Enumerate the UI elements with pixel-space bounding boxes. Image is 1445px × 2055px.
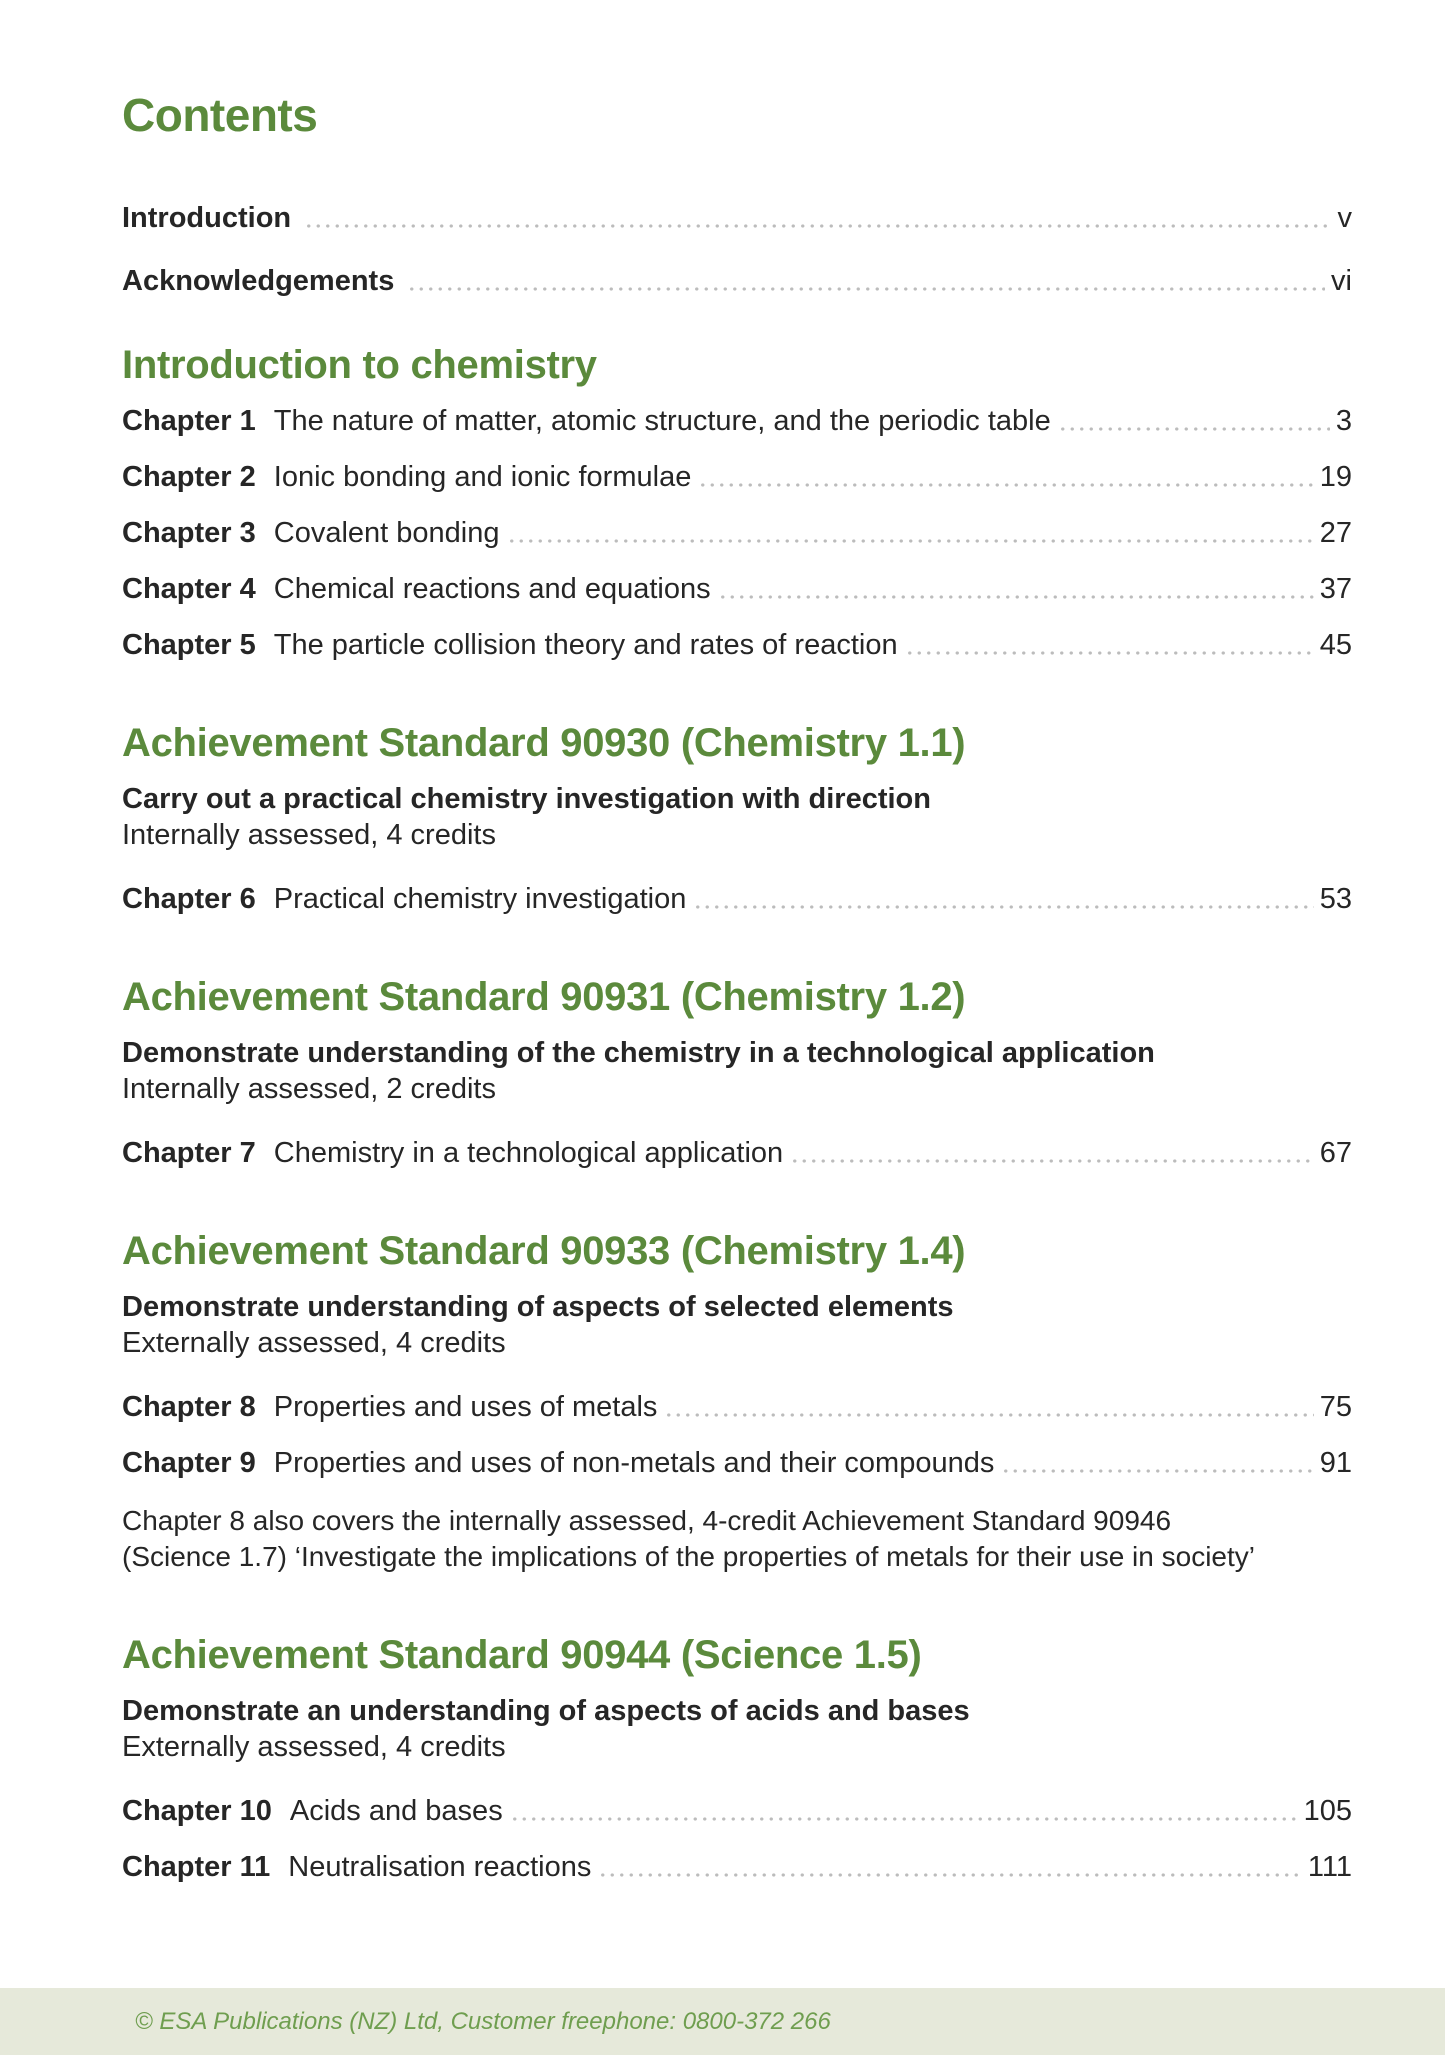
chapter-label: Chapter 7 xyxy=(122,1137,256,1169)
section-subtitle: Demonstrate understanding of aspects of selected elements xyxy=(122,1291,954,1323)
page-number: 19 xyxy=(1319,461,1352,493)
dotted-leader xyxy=(693,905,1313,909)
chapter-row xyxy=(122,459,1352,495)
dotted-leader xyxy=(598,1873,1302,1877)
chapter-title: The particle collision theory and rates of reaction xyxy=(273,629,898,661)
chapter-label: Chapter 1 xyxy=(122,405,256,437)
chapter-label: Chapter 6 xyxy=(122,883,256,915)
page-number: 91 xyxy=(1319,1447,1352,1479)
section-subtitle: Demonstrate understanding of the chemistry in a technological application xyxy=(122,1037,1155,1069)
section-list xyxy=(122,343,1352,1885)
chapter-row xyxy=(122,1849,1352,1885)
note-line: (Science 1.7) ‘Investigate the implications of the properties of metals for their use in society’ xyxy=(122,1541,1255,1572)
dotted-leader xyxy=(304,224,1331,228)
page-number: 111 xyxy=(1307,1851,1352,1883)
page-number: 45 xyxy=(1319,629,1352,661)
dotted-leader xyxy=(407,287,1325,291)
chapter-list xyxy=(122,881,1352,917)
page-number: 3 xyxy=(1335,405,1352,437)
chapter-title: The nature of matter, atomic structure, and the periodic table xyxy=(273,405,1051,437)
chapter-title: Acids and bases xyxy=(289,1795,503,1827)
page-footer xyxy=(0,1988,1445,2055)
toc-section xyxy=(122,343,1352,663)
chapter-title: Chemistry in a technological application xyxy=(273,1137,784,1169)
chapter-label: Chapter 4 xyxy=(122,573,256,605)
section-heading: Achievement Standard 90930 (Chemistry 1.1) xyxy=(122,721,966,765)
chapter-row xyxy=(122,1135,1352,1171)
chapter-row xyxy=(122,571,1352,607)
chapter-row xyxy=(122,403,1352,439)
chapter-label: Chapter 3 xyxy=(122,517,256,549)
chapter-title: Properties and uses of non-metals and their compounds xyxy=(273,1447,995,1479)
chapter-title: Chemical reactions and equations xyxy=(273,573,711,605)
front-matter-list xyxy=(122,200,1352,299)
chapter-label: Chapter 11 xyxy=(122,1851,271,1883)
toc-section xyxy=(122,1229,1352,1575)
section-subtitle: Demonstrate an understanding of aspects of acids and bases xyxy=(122,1695,970,1727)
section-subtitle: Carry out a practical chemistry investigation with direction xyxy=(122,783,931,815)
dotted-leader xyxy=(698,483,1313,487)
dotted-leader xyxy=(905,651,1314,655)
dotted-leader xyxy=(510,1817,1298,1821)
page-number: v xyxy=(1337,202,1352,234)
chapter-list xyxy=(122,1389,1352,1481)
chapter-title: Neutralisation reactions xyxy=(288,1851,592,1883)
chapter-label: Chapter 8 xyxy=(122,1391,256,1423)
section-heading: Achievement Standard 90931 (Chemistry 1.2) xyxy=(122,975,966,1019)
page-title: Contents xyxy=(122,89,318,141)
dotted-leader xyxy=(1001,1469,1313,1473)
note-line: Chapter 8 also covers the internally assessed, 4-credit Achievement Standard 90946 xyxy=(122,1505,1172,1536)
page-number: 105 xyxy=(1303,1795,1352,1827)
chapter-label: Chapter 9 xyxy=(122,1447,256,1479)
chapter-label: Chapter 10 xyxy=(122,1795,272,1827)
chapter-row xyxy=(122,881,1352,917)
dotted-leader xyxy=(718,595,1314,599)
page-number: 75 xyxy=(1319,1391,1352,1423)
toc-section xyxy=(122,1633,1352,1885)
dotted-leader xyxy=(664,1413,1313,1417)
toc-section xyxy=(122,721,1352,917)
chapter-title: Practical chemistry investigation xyxy=(273,883,687,915)
page-number: 53 xyxy=(1319,883,1352,915)
chapter-row xyxy=(122,1793,1352,1829)
chapter-list xyxy=(122,1793,1352,1885)
section-note xyxy=(122,1503,1352,1575)
section-assessment: Internally assessed, 2 credits xyxy=(122,1073,496,1105)
front-matter-label: Introduction xyxy=(122,202,292,234)
chapter-label: Chapter 2 xyxy=(122,461,256,493)
chapter-row xyxy=(122,1389,1352,1425)
page-number: 27 xyxy=(1319,517,1352,549)
chapter-list xyxy=(122,1135,1352,1171)
section-heading: Achievement Standard 90933 (Chemistry 1.4) xyxy=(122,1229,966,1273)
section-assessment: Externally assessed, 4 credits xyxy=(122,1731,506,1763)
page-number: 37 xyxy=(1319,573,1352,605)
footer-text: © ESA Publications (NZ) Ltd, Customer freephone: 0800-372 266 xyxy=(135,2007,831,2035)
section-heading: Achievement Standard 90944 (Science 1.5) xyxy=(122,1633,922,1677)
chapter-row xyxy=(122,515,1352,551)
section-assessment: Internally assessed, 4 credits xyxy=(122,819,496,851)
chapter-title: Covalent bonding xyxy=(273,517,500,549)
section-assessment: Externally assessed, 4 credits xyxy=(122,1327,506,1359)
front-matter-row xyxy=(122,263,1352,299)
page-number: 67 xyxy=(1319,1137,1352,1169)
dotted-leader xyxy=(1058,427,1330,431)
dotted-leader xyxy=(790,1159,1314,1163)
toc-section xyxy=(122,975,1352,1171)
chapter-row xyxy=(122,627,1352,663)
dotted-leader xyxy=(507,539,1314,543)
section-heading: Introduction to chemistry xyxy=(122,343,597,387)
front-matter-row xyxy=(122,200,1352,236)
page-number: vi xyxy=(1331,265,1352,297)
chapter-list xyxy=(122,403,1352,663)
chapter-label: Chapter 5 xyxy=(122,629,256,661)
front-matter-label: Acknowledgements xyxy=(122,265,395,297)
chapter-row xyxy=(122,1445,1352,1481)
table-of-contents xyxy=(122,0,1352,1905)
chapter-title: Ionic bonding and ionic formulae xyxy=(273,461,692,493)
chapter-title: Properties and uses of metals xyxy=(273,1391,658,1423)
